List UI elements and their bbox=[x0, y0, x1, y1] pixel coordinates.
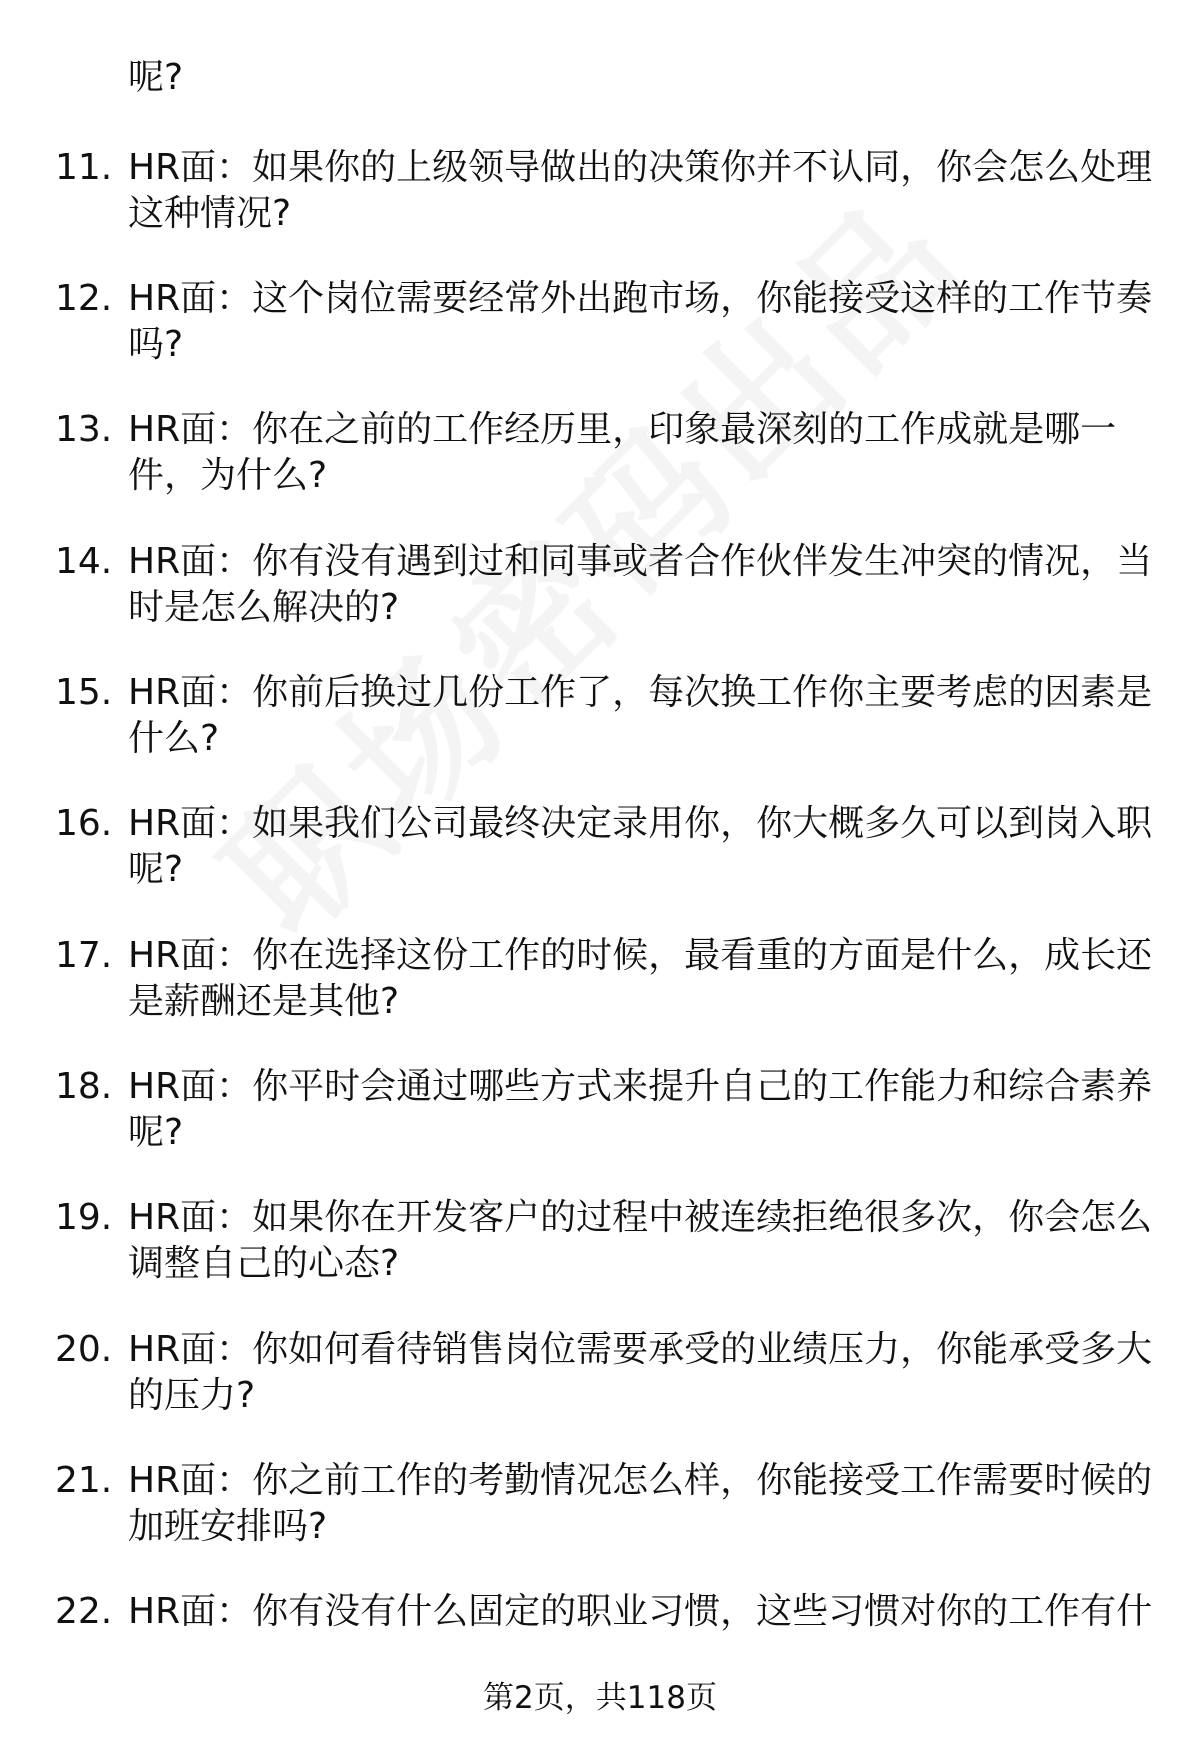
question-text-line1: HR面：你有没有遇到过和同事或者合作伙伴发生冲突的情况，当 bbox=[128, 541, 1153, 582]
question-number: 18. bbox=[55, 1066, 113, 1107]
question-text-line2: 这种情况? bbox=[128, 193, 292, 234]
question-text-line1: HR面：如果你在开发客户的过程中被连续拒绝很多次，你会怎么 bbox=[128, 1197, 1153, 1238]
question-number: 12. bbox=[55, 278, 113, 319]
question-text-line2: 加班安排吗? bbox=[128, 1506, 328, 1547]
question-text-line1: HR面：你有没有什么固定的职业习惯，这些习惯对你的工作有什 bbox=[128, 1591, 1153, 1632]
question-number: 19. bbox=[55, 1197, 113, 1238]
question-text-line1: HR面：如果我们公司最终决定录用你，你大概多久可以到岗入职 bbox=[128, 803, 1153, 844]
question-text-line1: HR面：你如何看待销售岗位需要承受的业绩压力，你能承受多大 bbox=[128, 1329, 1153, 1370]
continuation-text: 呢? bbox=[128, 57, 184, 98]
question-text-line1: HR面：这个岗位需要经常外出跑市场，你能接受这样的工作节奏 bbox=[128, 278, 1153, 319]
question-text-line2: 的压力? bbox=[128, 1375, 256, 1416]
question-text-line1: HR面：你之前工作的考勤情况怎么样，你能接受工作需要时候的 bbox=[128, 1460, 1153, 1501]
question-text-line2: 是薪酬还是其他? bbox=[128, 981, 400, 1022]
question-text-line2: 调整自己的心态? bbox=[128, 1243, 400, 1284]
question-number: 22. bbox=[55, 1591, 113, 1632]
question-text-line1: HR面：你平时会通过哪些方式来提升自己的工作能力和综合素养 bbox=[128, 1066, 1153, 1107]
question-number: 11. bbox=[55, 147, 113, 188]
question-text-line1: HR面：如果你的上级领导做出的决策你并不认同，你会怎么处理 bbox=[128, 147, 1153, 188]
question-text-line2: 呢? bbox=[128, 1112, 184, 1153]
question-number: 16. bbox=[55, 803, 113, 844]
question-text-line2: 件，为什么? bbox=[128, 455, 328, 496]
question-number: 17. bbox=[55, 935, 113, 976]
question-number: 20. bbox=[55, 1329, 113, 1370]
question-text-line1: HR面：你在之前的工作经历里，印象最深刻的工作成就是哪一 bbox=[128, 409, 1117, 450]
question-text-line1: HR面：你前后换过几份工作了，每次换工作你主要考虑的因素是 bbox=[128, 672, 1153, 713]
question-text-line2: 吗? bbox=[128, 324, 184, 365]
question-number: 15. bbox=[55, 672, 113, 713]
question-number: 14. bbox=[55, 541, 113, 582]
question-text-line1: HR面：你在选择这份工作的时候，最看重的方面是什么，成长还 bbox=[128, 935, 1153, 976]
question-text-line2: 呢? bbox=[128, 849, 184, 890]
question-number: 13. bbox=[55, 409, 113, 450]
page-footer: 第2页，共118页 bbox=[483, 1680, 717, 1716]
question-text-line2: 什么? bbox=[128, 718, 220, 759]
question-number: 21. bbox=[55, 1460, 113, 1501]
question-text-line2: 时是怎么解决的? bbox=[128, 587, 400, 628]
